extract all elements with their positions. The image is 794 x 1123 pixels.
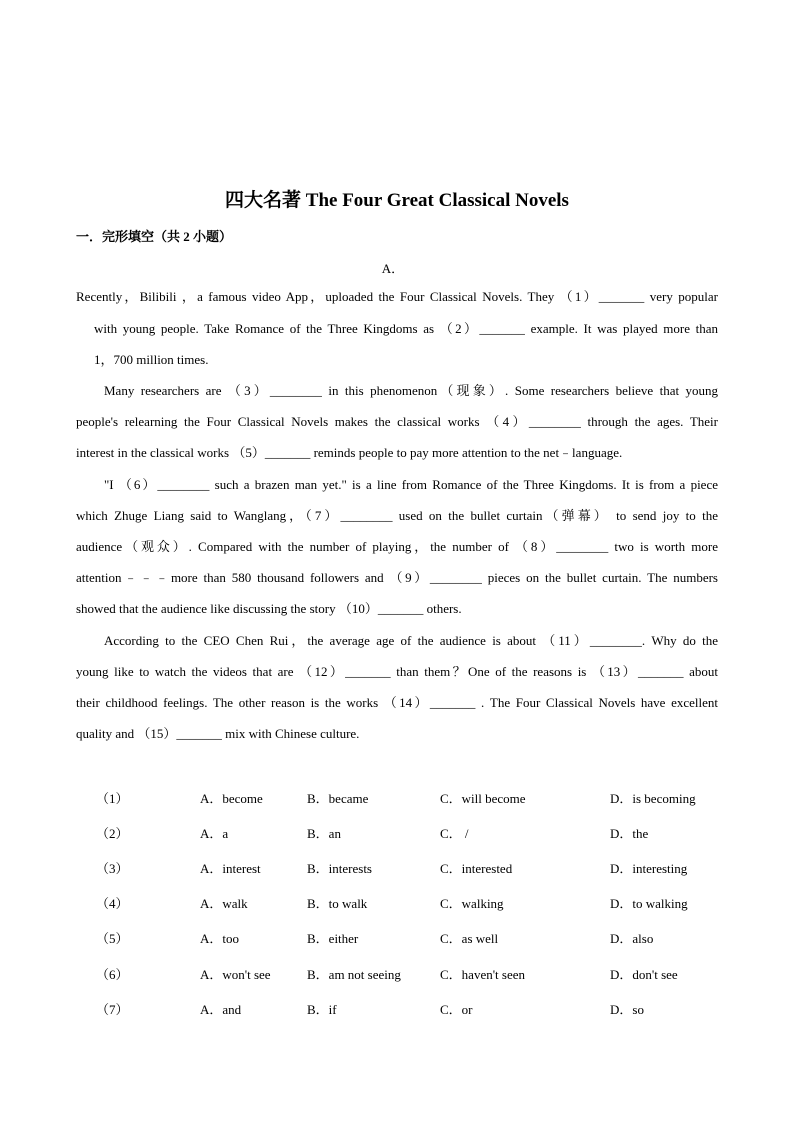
option-c: C．haven't seen <box>440 967 526 982</box>
option-a: A．and <box>200 1002 242 1017</box>
passage-line: which Zhuge Liang said to Wanglang，（7）________ used on the bullet curtain（弹幕） to send joy to the <box>76 508 718 523</box>
passage-line: According to the CEO Chen Rui，the average age of the audience is about （11）________. Why do the <box>104 633 718 648</box>
question-number: （7） <box>96 1002 129 1017</box>
question-number: （5） <box>96 931 129 946</box>
option-row <box>0 928 794 950</box>
option-row <box>0 893 794 915</box>
option-d: D．to walking <box>610 896 688 911</box>
passage-line: Many researchers are （3）________ in this phenomenon（现象）. Some researchers believe that young <box>104 383 718 398</box>
question-number: （6） <box>96 967 129 982</box>
passage-line: young like to watch the videos that are （12）_______ than them？One of the reasons is （13）_______ about <box>76 664 718 679</box>
passage-line: 1，700 million times. <box>94 352 209 367</box>
passage-line: showed that the audience like discussing the story （10）_______ others. <box>76 601 462 616</box>
option-a: A．too <box>200 931 240 946</box>
document-title: 四大名著 The Four Great Classical Novels <box>225 190 569 211</box>
section-heading: 一．完形填空（共 2 小题） <box>76 229 233 244</box>
option-d: D．is becoming <box>610 791 696 806</box>
question-number: （2） <box>96 826 129 841</box>
passage-line: audience（观众）. Compared with the number of playing，the number of （8）________ two is worth more <box>76 539 718 554</box>
passage-line: with young people. Take Romance of the Three Kingdoms as （2）_______ example. It was played more than <box>94 321 718 336</box>
option-row <box>0 788 794 810</box>
option-d: D．interesting <box>610 861 688 876</box>
option-b: B．to walk <box>307 896 368 911</box>
passage-line: "I （6）________ such a brazen man yet." is a line from Romance of the Three Kingdoms. It is from a piece <box>104 477 718 492</box>
option-b: B．interests <box>307 861 372 876</box>
question-number: （1） <box>96 791 129 806</box>
option-b: B．became <box>307 791 369 806</box>
option-d: D．the <box>610 826 649 841</box>
option-a: A．walk <box>200 896 248 911</box>
option-row <box>0 964 794 986</box>
option-b: B．if <box>307 1002 337 1017</box>
passage-line: their childhood feelings. The other reason is the works （14）_______ . The Four Classical Novels have excellent <box>76 695 718 710</box>
option-b: B．an <box>307 826 341 841</box>
option-row <box>0 999 794 1021</box>
option-d: D．don't see <box>610 967 678 982</box>
passage-label: A． <box>381 261 405 276</box>
option-c: C．or <box>440 1002 473 1017</box>
question-number: （4） <box>96 896 129 911</box>
option-c: C．walking <box>440 896 504 911</box>
passage-line: attention﹣﹣﹣more than 580 thousand followers and （9）________ pieces on the bullet curtain. The numbers <box>76 570 718 585</box>
passage-line: interest in the classical works （5）_______ reminds people to pay more attention to the net﹣language. <box>76 445 623 460</box>
option-a: A．become <box>200 791 263 806</box>
option-c: C．will become <box>440 791 526 806</box>
option-a: A．won't see <box>200 967 271 982</box>
option-b: B．am not seeing <box>307 967 401 982</box>
option-d: D．also <box>610 931 654 946</box>
passage-line: Recently，Bilibili ，a famous video App，uploaded the Four Classical Novels. They （1）_______ very popular <box>76 289 718 304</box>
option-c: C． / <box>440 826 469 841</box>
option-c: C．interested <box>440 861 513 876</box>
option-row <box>0 823 794 845</box>
option-row <box>0 858 794 880</box>
passage-line: people's relearning the Four Classical Novels makes the classical works （4）________ through the ages. Their <box>76 414 718 429</box>
passage-line: quality and （15）_______ mix with Chinese culture. <box>76 726 360 741</box>
option-d: D．so <box>610 1002 644 1017</box>
option-a: A．a <box>200 826 229 841</box>
question-number: （3） <box>96 861 129 876</box>
option-a: A．interest <box>200 861 261 876</box>
option-b: B．either <box>307 931 359 946</box>
option-c: C．as well <box>440 931 499 946</box>
